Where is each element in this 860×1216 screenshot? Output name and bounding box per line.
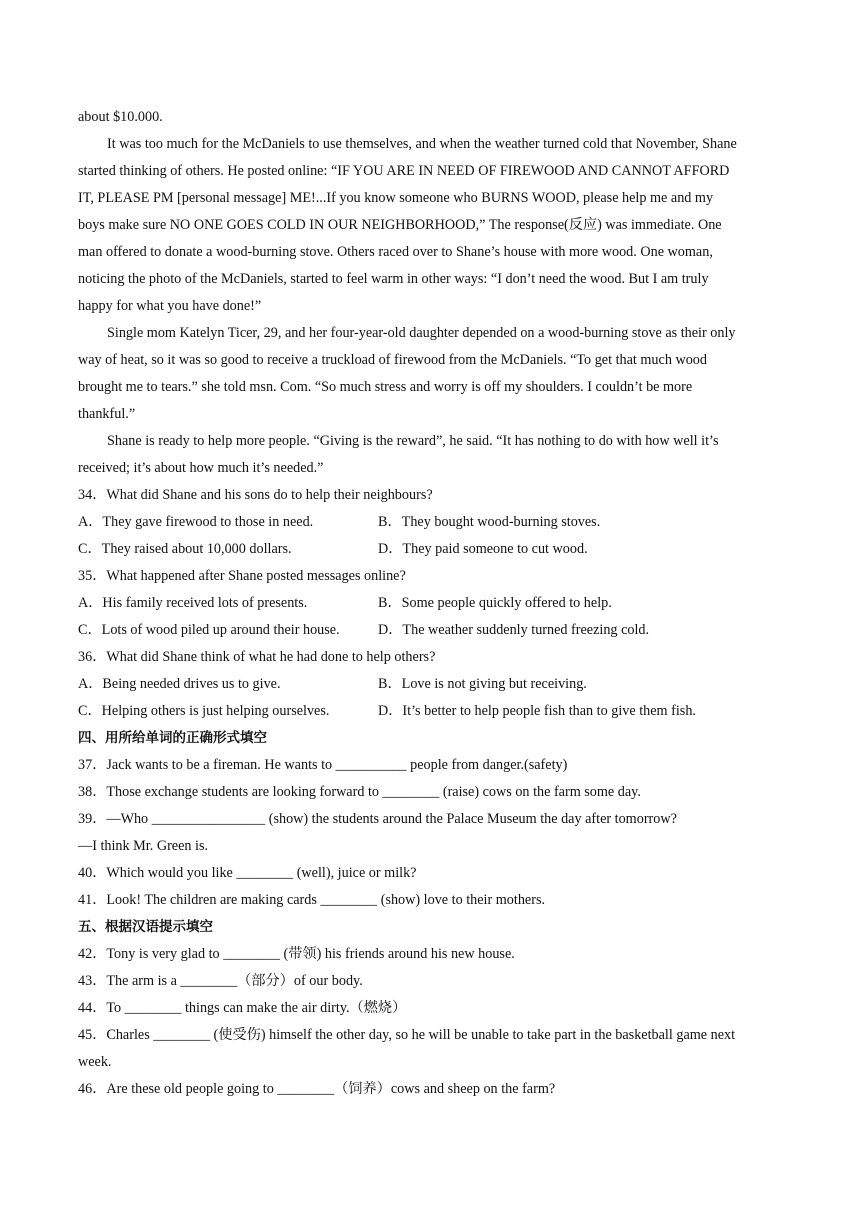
section-4-item-37: 37．Jack wants to be a fireman. He wants to __________ people from danger.(safety) <box>78 757 568 773</box>
question-34-options-row-1 <box>78 509 784 536</box>
passage-line: happy for what you have done!” <box>78 298 262 314</box>
passage-line: thankful.” <box>78 406 136 422</box>
question-36-options-row-2 <box>78 698 784 725</box>
question-35-options-row-1 <box>78 590 784 617</box>
question-36-option-d: D．It’s better to help people fish than to give them fish. <box>378 703 696 719</box>
question-36-stem: 36．What did Shane think of what he had done to help others? <box>78 649 436 665</box>
question-34-option-b: B．They bought wood-burning stoves. <box>378 514 601 530</box>
passage-line: It was too much for the McDaniels to use themselves, and when the weather turned cold that November, Shane <box>107 136 737 152</box>
question-35-option-b: B．Some people quickly offered to help. <box>378 595 612 611</box>
question-35-option-d: D．The weather suddenly turned freezing cold. <box>378 622 650 638</box>
section-5-item-43: 43．The arm is a ________（部分）of our body. <box>78 973 363 989</box>
question-35-stem: 35．What happened after Shane posted messages online? <box>78 568 406 584</box>
passage-line: boys make sure NO ONE GOES COLD IN OUR NEIGHBORHOOD,” The response(反应) was immediate. One <box>78 217 722 233</box>
passage-line: Single mom Katelyn Ticer, 29, and her four-year-old daughter depended on a wood-burning stove as their only <box>107 325 736 341</box>
section-5-item-42: 42．Tony is very glad to ________ (带领) his friends around his new house. <box>78 946 515 962</box>
passage-line: way of heat, so it was so good to receive a truckload of firewood from the McDaniels. “To get that much wood <box>78 352 707 368</box>
passage-line: Shane is ready to help more people. “Giving is the reward”, he said. “It has nothing to do with how well it’s <box>107 433 719 449</box>
section-5-item-45: 45．Charles ________ (使受伤) himself the other day, so he will be unable to take part in the basketball game next <box>78 1027 736 1043</box>
question-36-option-a: A．Being needed drives us to give. <box>78 676 281 692</box>
passage-paragraph-1 <box>78 131 784 320</box>
section-4-item-39: 39．—Who ________________ (show) the students around the Palace Museum the day after tomorrow? <box>78 811 677 827</box>
section-4-heading: 四、用所给单词的正确形式填空 <box>78 730 267 746</box>
passage-line: IT, PLEASE PM [personal message] ME!...If you know someone who BURNS WOOD, please help me and my <box>78 190 714 206</box>
question-35-option-c: C．Lots of wood piled up around their house. <box>78 622 340 638</box>
passage-line: started thinking of others. He posted online: “IF YOU ARE IN NEED OF FIREWOOD AND CANNOT AFFORD <box>78 163 730 179</box>
section-5-heading: 五、根据汉语提示填空 <box>78 919 213 935</box>
question-35-options-row-2 <box>78 617 784 644</box>
passage-line: brought me to tears.” she told msn. Com. “So much stress and worry is off my shoulders. I couldn’t be more <box>78 379 693 395</box>
question-34-option-a: A．They gave firewood to those in need. <box>78 514 314 530</box>
question-34-stem: 34．What did Shane and his sons do to help their neighbours? <box>78 487 433 503</box>
section-4-item-39-answer: —I think Mr. Green is. <box>78 838 209 854</box>
section-5-item-44: 44．To ________ things can make the air dirty.（燃烧） <box>78 1000 407 1016</box>
document-page <box>78 104 784 1103</box>
section-4-item-40: 40．Which would you like ________ (well), juice or milk? <box>78 865 417 881</box>
question-34-option-d: D．They paid someone to cut wood. <box>378 541 588 557</box>
section-5-item-46: 46．Are these old people going to ________（饲养）cows and sheep on the farm? <box>78 1081 556 1097</box>
question-36-options-row-1 <box>78 671 784 698</box>
passage-lead-line: about $10.000. <box>78 109 163 125</box>
passage-line: noticing the photo of the McDaniels, started to feel warm in other ways: “I don’t need the wood. But I am truly <box>78 271 709 287</box>
passage-paragraph-2 <box>78 320 784 428</box>
question-36-option-b: B．Love is not giving but receiving. <box>378 676 587 692</box>
question-34-options-row-2 <box>78 536 784 563</box>
section-4-item-38: 38．Those exchange students are looking forward to ________ (raise) cows on the farm some day. <box>78 784 641 800</box>
passage-line: man offered to donate a wood-burning stove. Others raced over to Shane’s house with more wood. One woman, <box>78 244 713 260</box>
question-34-option-c: C．They raised about 10,000 dollars. <box>78 541 292 557</box>
section-4-item-41: 41．Look! The children are making cards ________ (show) love to their mothers. <box>78 892 546 908</box>
passage-paragraph-3 <box>78 428 784 482</box>
passage-line: received; it’s about how much it’s needed.” <box>78 460 324 476</box>
question-36-option-c: C．Helping others is just helping ourselves. <box>78 703 330 719</box>
question-35-option-a: A．His family received lots of presents. <box>78 595 308 611</box>
section-5-item-45-cont: week. <box>78 1054 112 1070</box>
